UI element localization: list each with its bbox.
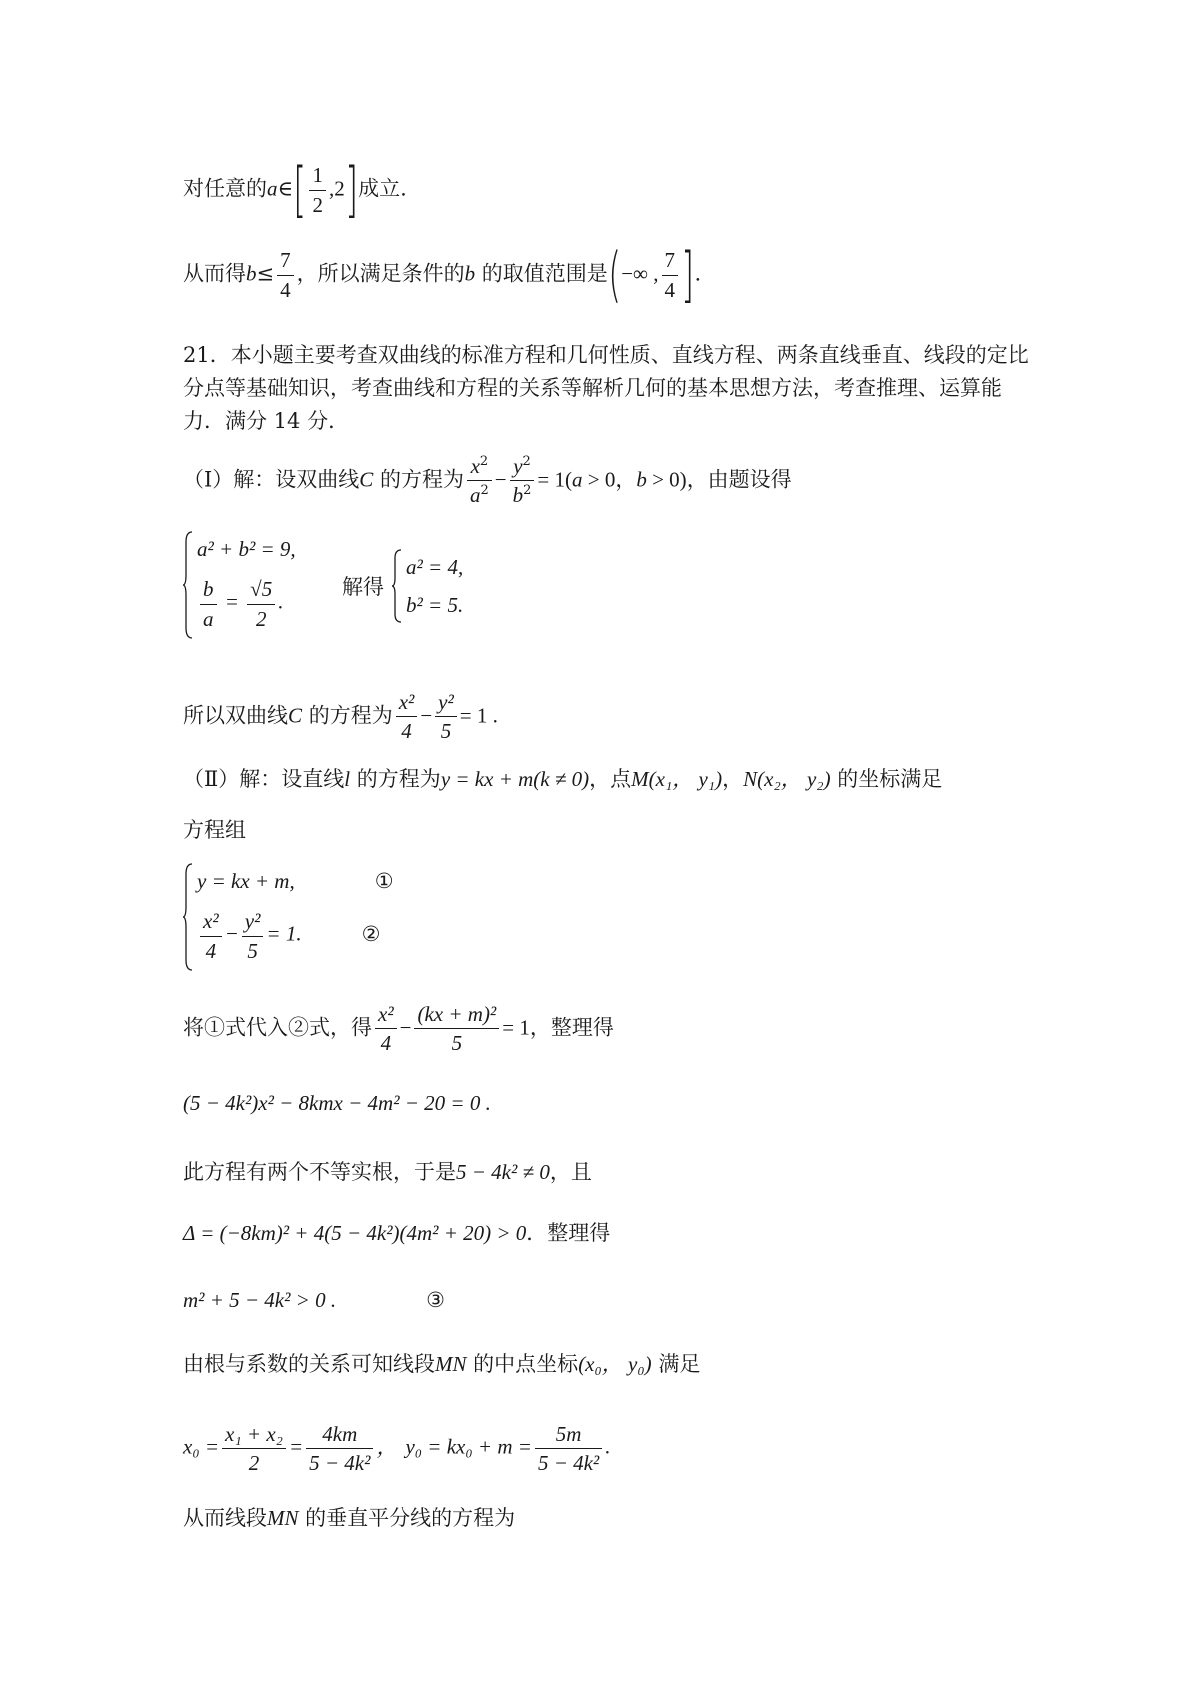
inequality-3 [183,1290,445,1311]
neg-infinity: −∞ , [621,261,659,286]
in-symbol: ∈ [277,176,294,201]
text: （Ⅱ）解：设直线 [183,767,345,791]
bracket-left: [ [293,155,307,225]
brace-icon [392,548,402,624]
denominator: 4 [200,936,222,965]
text: . [694,261,702,286]
text: ，所以满足条件的 [296,261,465,286]
p21-line-3: 力．满分 14 分． [183,409,350,433]
text: 成立. [358,176,407,201]
denominator: 5 [435,716,457,745]
system-1 [183,530,296,640]
numerator: y² [438,690,454,714]
text: 所以双曲线 [183,703,288,728]
text: y₀ = kx₀ + m = [405,1434,532,1459]
numerator: x² [378,1002,394,1026]
text: （Ⅰ）解：设双曲线 [183,467,360,492]
text: ，整理得 [529,1015,614,1040]
numerator: x² [203,909,219,934]
text: 此方程有两个不等实根，于是 [183,1160,456,1184]
var-y: y [513,454,523,478]
var-C: C [288,703,303,728]
var-a: a [267,176,278,201]
numerator: 7 [280,248,291,273]
brace-icon [183,862,193,972]
p21-line-1: 21．本小题主要考查双曲线的标准方程和几何性质、直线方程、两条直线垂直、线段的定比 [183,343,1029,367]
delta-line [183,1223,610,1244]
system-row-2 [197,575,296,633]
midpoint-formulas [183,1420,610,1478]
line-equation: y = kx + m(k ≠ 0) [440,767,590,791]
fraction [277,246,294,304]
var-a: a [470,483,481,508]
circle-2: ② [361,922,381,947]
equation: y = kx + m, [197,868,295,893]
inequality: m² + 5 − 4k² > 0 . [183,1288,337,1312]
line-2 [183,240,702,310]
substitution-line: 将①式代入②式，得 $\frac{\text{x²}}{4}$ − $\frac{\text{(kx + m)²}}{5}$ = 1，整理得 [183,1000,614,1058]
denominator: 2 [222,1448,286,1477]
denominator: 5 [414,1028,499,1057]
text: . [278,590,284,615]
text: x₀ = [183,1434,220,1459]
var-b: b [512,483,524,508]
midpoint-line [183,1354,700,1375]
text: 的取值范围是 [475,261,608,286]
segment-MN: MN [267,1506,299,1530]
denominator: 4 [375,1028,397,1057]
text: 满足 [651,1352,701,1376]
numerator: x₁ + x₂ [225,1422,283,1446]
denominator: 4 [662,275,679,304]
numerator: √5 [250,577,273,602]
numerator: 1 [312,163,323,188]
bracket-right: ] [344,155,358,225]
fraction-x2-a2: $\frac{x^2}{a^2}$ [467,452,492,510]
text: = [288,1434,304,1459]
denominator: 2 [309,190,326,219]
fraction [662,246,679,304]
text: 的中点坐标 [466,1352,579,1376]
point-M: M [631,767,649,791]
text: ，点 [589,767,632,791]
denominator: 5 [242,936,264,965]
segment-MN: MN [435,1352,467,1376]
denominator: 4 [277,275,294,304]
system-row-2: $\frac{\text{x²}}{4}$ − $\frac{\text{y²}}{5}$ = 1. ② [197,907,394,965]
var-b: b [246,261,257,286]
var-x: x [470,454,480,478]
text: 将①式代入②式，得 [183,1015,372,1040]
text: ，且 [549,1160,592,1184]
numerator: b [203,577,214,602]
text: = 1( [537,467,572,492]
last-line [183,1508,515,1529]
numerator: 7 [664,248,676,273]
text: 的方程为 [350,767,441,791]
roots-line [183,1162,592,1183]
text: > 0) [646,467,687,492]
le-symbol: ≤ [256,261,275,286]
conclusion-1: 所以双曲线C 的方程为 $\frac{\text{x²}}{4}$ − $\frac{\text{y²}}{5}$ = 1 . [183,688,498,746]
var-C: C [359,467,374,492]
system-row-1 [197,869,394,894]
text: 对任意的 [183,176,267,201]
bracket-right: ] [681,240,695,310]
text: 从而得 [183,261,246,286]
var-b: b [636,467,647,492]
system-2 [183,862,394,972]
value: ,2 [328,176,345,201]
part-2-line-2: 方程组 [183,818,246,842]
quadratic-equation: (5 − 4k²)x² − 8kmx − 4m² − 20 = 0 . [183,1091,491,1115]
brace-icon [183,530,193,640]
solution-row-1: a² = 4, [406,554,464,579]
part-2-line [183,769,942,790]
system-row-1: a² + b² = 9, [197,536,296,561]
text: ，由题设得 [686,467,792,492]
fraction [309,161,326,219]
part-1-line: （Ⅰ）解：设双曲线C 的方程为 $\frac{x^2}{a^2}$ − $\frac{y^2}{b^2}$ = 1(a > 0，b > 0)，由题设得 [183,452,792,510]
text: 从而线段 [183,1506,267,1530]
coords-N: (x₂， y₂) [757,767,831,791]
system-1-solution [342,548,463,624]
text: . [605,1434,611,1459]
p21-line-2: 分点等基础知识，考查曲线和方程的关系等解析几何的基本思想方法，考查推理、运算能 [183,376,1002,400]
var-b: b [464,261,476,286]
text: ．整理得 [526,1221,611,1245]
numerator: x² [398,690,415,714]
var-l: l [344,767,351,791]
circle-3: ③ [426,1288,445,1312]
text: ， [722,767,744,791]
denominator: 2 [247,604,275,633]
text: 的方程为 [373,467,464,492]
coords-M: (x₁， y₁) [648,767,723,791]
line-1 [183,155,407,225]
text: ， [376,1434,398,1459]
text: = [219,590,245,615]
solve-label: 解得 [342,575,384,599]
fraction-y2-b2: $\frac{y^2}{b^2}$ [510,452,535,510]
circle-1: ① [374,868,394,893]
point-N: N [743,767,758,791]
delta-inequality: Δ = (−8km)² + 4(5 − 4k²)(4m² + 20) > 0 [183,1221,527,1245]
denominator: 4 [396,716,418,745]
text: > 0， [582,467,637,492]
var-a: a [572,467,583,492]
text: 的坐标满足 [830,767,943,791]
text: = 1 [502,1015,530,1040]
numerator: (kx + m)² [417,1002,497,1026]
midpoint-coords: (x₀， y₀) [578,1352,652,1376]
denominator: 5 − 4k² [535,1448,602,1477]
text: = 1 . [459,703,498,728]
text: 的垂直平分线的方程为 [298,1506,516,1530]
denominator: 5 − 4k² [306,1448,373,1477]
text: 由根与系数的关系可知线段 [183,1352,435,1376]
condition: 5 − 4k² ≠ 0 [456,1160,550,1184]
numerator: 4km [322,1422,358,1446]
numerator: 5m [555,1422,582,1446]
text: = 1. [266,922,302,947]
paren-left: ( [608,240,621,310]
solution-row-2: b² = 5. [406,592,464,617]
text: 的方程为 [302,703,393,728]
numerator: y² [244,909,261,934]
denominator: a [200,604,217,633]
